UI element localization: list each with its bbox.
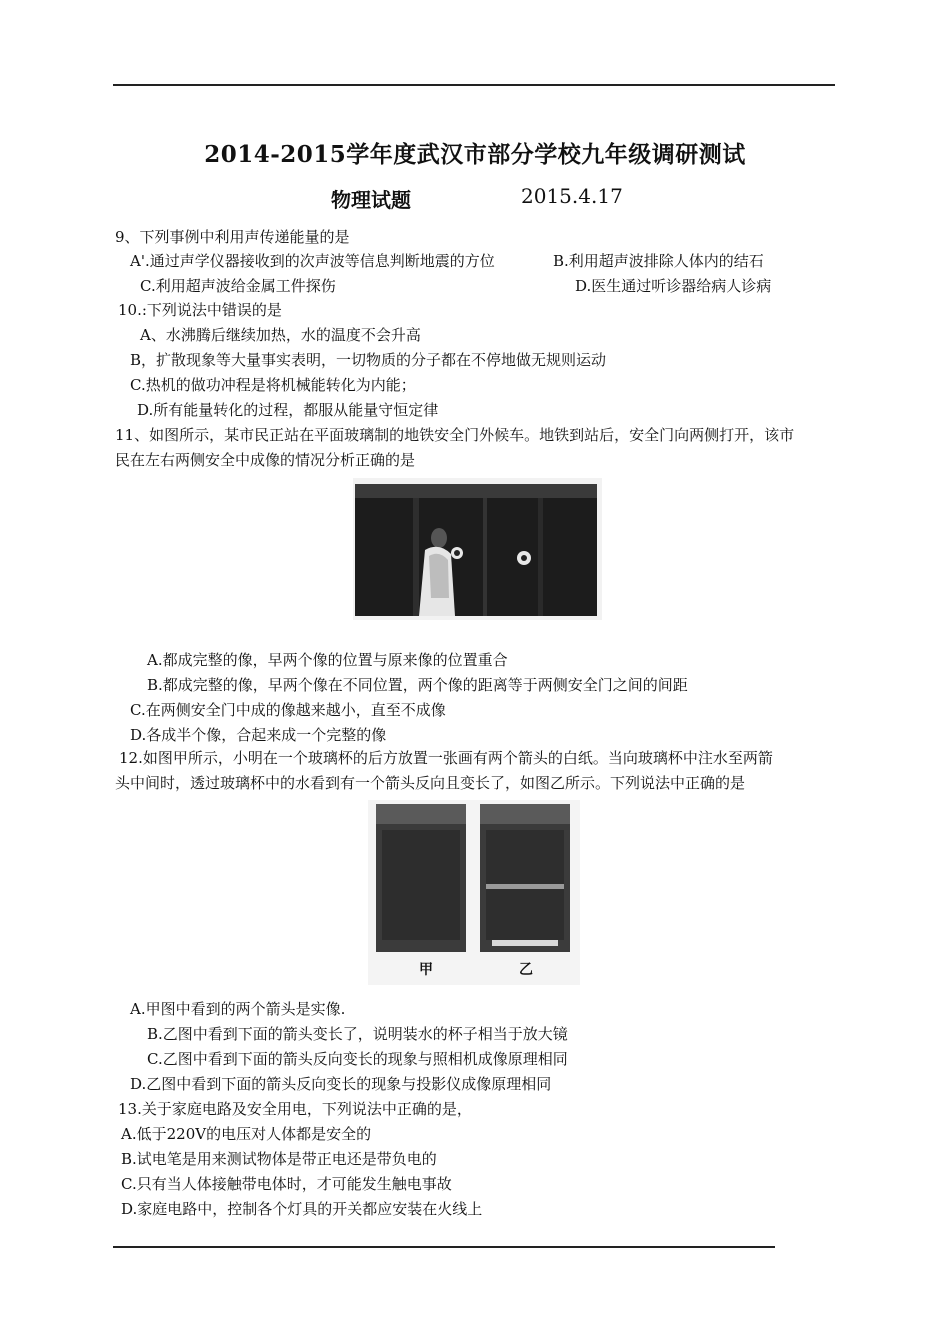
subject-label: 物理试题	[331, 188, 411, 212]
q9-option-c: C.利用超声波给金属工件探伤	[140, 277, 336, 295]
q9-option-a: A'.通过声学仪器接收到的次声波等信息判断地震的方位	[130, 252, 495, 270]
page-title: 2014-2015学年度武汉市部分学校九年级调研测试	[204, 141, 746, 168]
q12-stem-line-1: 12.如图甲所示，小明在一个玻璃杯的后方放置一张画有两个箭头的白纸。当向玻璃杯中注水至两箭	[119, 749, 773, 767]
q13-option-a: A.低于220V的电压对人体都是安全的	[121, 1125, 372, 1143]
bottom-rule	[113, 1246, 775, 1248]
q10-option-a: A、水沸腾后继续加热，水的温度不会升高	[140, 326, 421, 344]
q13-option-b: B.试电笔是用来测试物体是带正电还是带负电的	[121, 1150, 437, 1168]
exam-date: 2015.4.17	[521, 184, 623, 208]
glass-cups-photo	[368, 800, 580, 985]
label-yi: 乙	[519, 962, 533, 978]
q9-option-d: D.医生通过听诊器给病人诊病	[575, 277, 772, 295]
glass-cups-image	[368, 800, 580, 985]
q12-option-c: C.乙图中看到下面的箭头反向变长的现象与照相机成像原理相同	[147, 1050, 568, 1068]
q12-option-a: A.甲图中看到的两个箭头是实像.	[130, 1000, 346, 1018]
q11-option-d: D.各成半个像，合起来成一个完整的像	[130, 726, 387, 744]
q11-option-a: A.都成完整的像，早两个像的位置与原来像的位置重合	[147, 651, 508, 669]
subway-door-image	[353, 478, 602, 620]
q9-option-b: B.利用超声波排除人体内的结石	[553, 252, 764, 270]
q10-option-b: B，扩散现象等大量事实表明，一切物质的分子都在不停地做无规则运动	[130, 351, 607, 369]
q11-option-c: C.在两侧安全门中成的像越来越小，直至不成像	[130, 701, 446, 719]
q12-option-d: D.乙图中看到下面的箭头反向变长的现象与投影仪成像原理相同	[130, 1075, 552, 1093]
q11-option-b: B.都成完整的像，早两个像在不同位置，两个像的距离等于两侧安全门之间的间距	[147, 676, 688, 694]
q10-stem: 10.:下列说法中错误的是	[118, 301, 282, 319]
q10-option-d: D.所有能量转化的过程，都服从能量守恒定律	[137, 401, 439, 419]
q10-option-c: C.热机的做功冲程是将机械能转化为内能；	[130, 376, 416, 394]
q13-option-c: C.只有当人体接触带电体时，才可能发生触电事故	[121, 1175, 452, 1193]
subway-door-photo	[353, 478, 602, 620]
q13-option-d: D.家庭电路中，控制各个灯具的开关都应安装在火线上	[121, 1200, 483, 1218]
q11-stem-line-1: 11、如图所示，某市民正站在平面玻璃制的地铁安全门外候车。地铁到站后，安全门向两侧打开，该市	[115, 426, 795, 444]
q13-stem: 13.关于家庭电路及安全用电，下列说法中正确的是，	[118, 1100, 472, 1118]
q12-stem-line-2: 头中间时，透过玻璃杯中的水看到有一个箭头反向且变长了，如图乙所示。下列说法中正确的是	[115, 774, 746, 792]
q12-option-b: B.乙图中看到下面的箭头变长了，说明装水的杯子相当于放大镜	[147, 1025, 568, 1043]
q11-stem-line-2: 民在左右两侧安全中成像的情况分析正确的是	[115, 451, 416, 469]
top-rule	[113, 84, 835, 86]
label-jia: 甲	[419, 962, 433, 978]
q9-stem: 9、下列事例中利用声传递能量的是	[115, 228, 350, 246]
